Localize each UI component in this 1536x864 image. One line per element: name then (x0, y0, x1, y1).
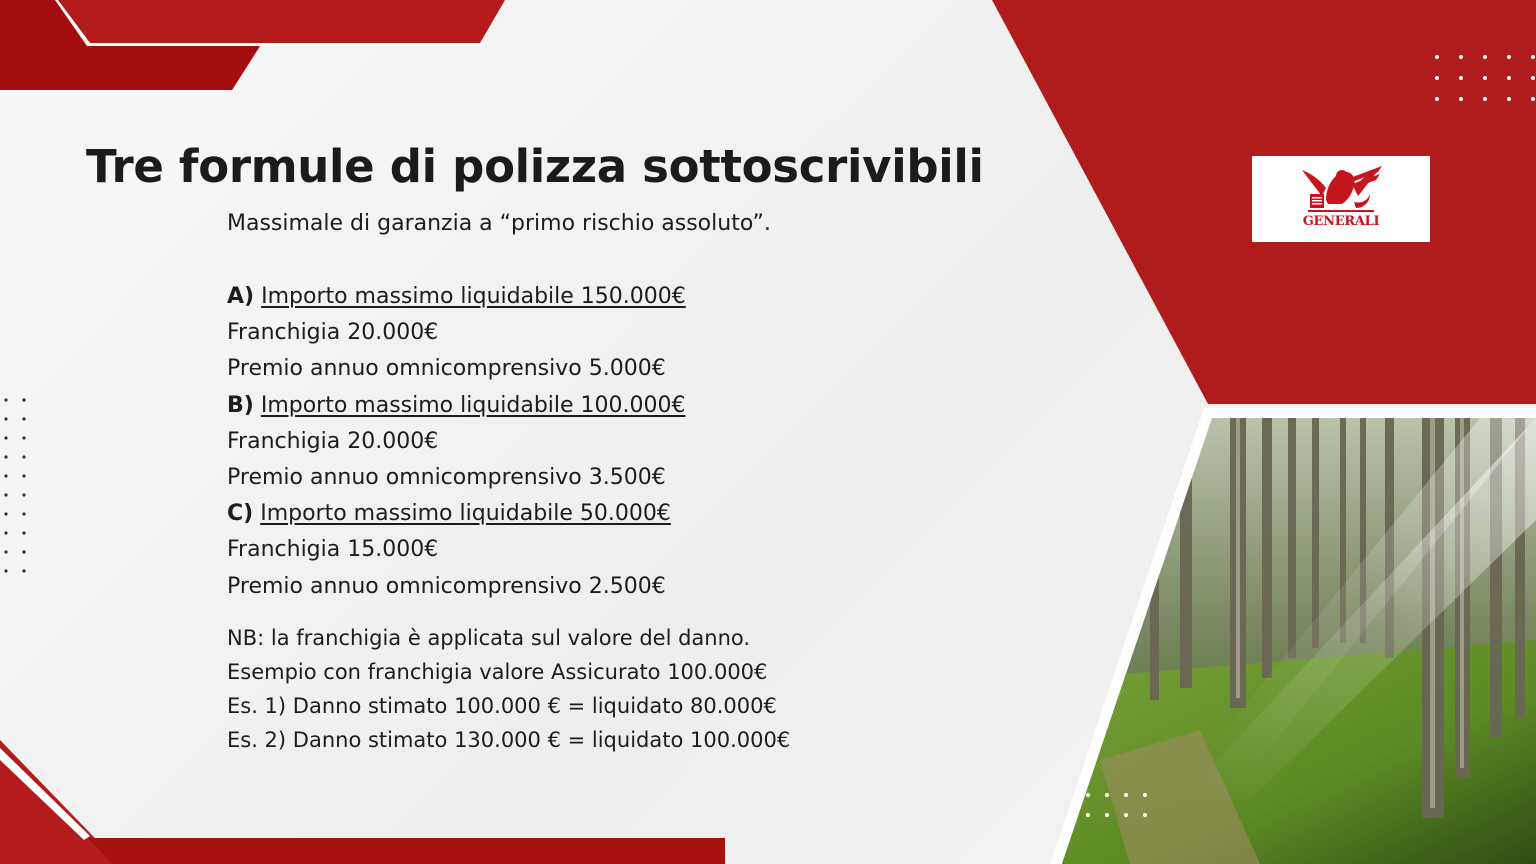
note-line: Esempio con franchigia valore Assicurato 100.000€ (227, 660, 768, 685)
formula-premio: Premio annuo omnicomprensivo 2.500€ (227, 573, 666, 599)
formula-premio: Premio annuo omnicomprensivo 3.500€ (227, 465, 666, 491)
note-line: Es. 2) Danno stimato 130.000 € = liquidato 100.000€ (227, 728, 791, 753)
formula-franchigia: Franchigia 20.000€ (227, 320, 439, 346)
forest-photo (1050, 418, 1536, 864)
formula-letter: A) (227, 284, 255, 309)
formula-headline (227, 388, 887, 424)
formula-max-amount: Importo massimo liquidabile 150.000€ (261, 284, 686, 309)
generali-logo-text: GENERALI (1302, 214, 1380, 229)
formula-franchigia: Franchigia 15.000€ (227, 537, 439, 563)
formula-c (227, 496, 887, 605)
page-title: Tre formule di polizza sottoscrivibili (86, 140, 984, 193)
formula-b (227, 388, 887, 497)
note-line: Es. 1) Danno stimato 100.000 € = liquidato 80.000€ (227, 694, 777, 719)
formula-max-amount: Importo massimo liquidabile 50.000€ (260, 501, 671, 527)
formula-headline (227, 279, 887, 315)
note-line: NB: la franchigia è applicata sul valore del danno. (227, 625, 751, 650)
subtitle: Massimale di garanzia a “primo rischio assoluto”. (227, 211, 771, 236)
generali-logo (1252, 156, 1430, 242)
winged-lion-icon (1252, 156, 1430, 218)
formula-headline (227, 496, 887, 532)
notes (227, 621, 887, 758)
bottom-red-bar (88, 838, 725, 864)
formula-franchigia: Franchigia 20.000€ (227, 428, 439, 454)
formula-premio: Premio annuo omnicomprensivo 5.000€ (227, 356, 666, 382)
content-body (227, 206, 887, 758)
dot-grid-left (4, 398, 25, 572)
formula-a (227, 279, 887, 388)
formula-letter: C) (227, 501, 254, 527)
formula-letter: B) (227, 392, 254, 418)
formula-max-amount: Importo massimo liquidabile 100.000€ (260, 392, 686, 418)
